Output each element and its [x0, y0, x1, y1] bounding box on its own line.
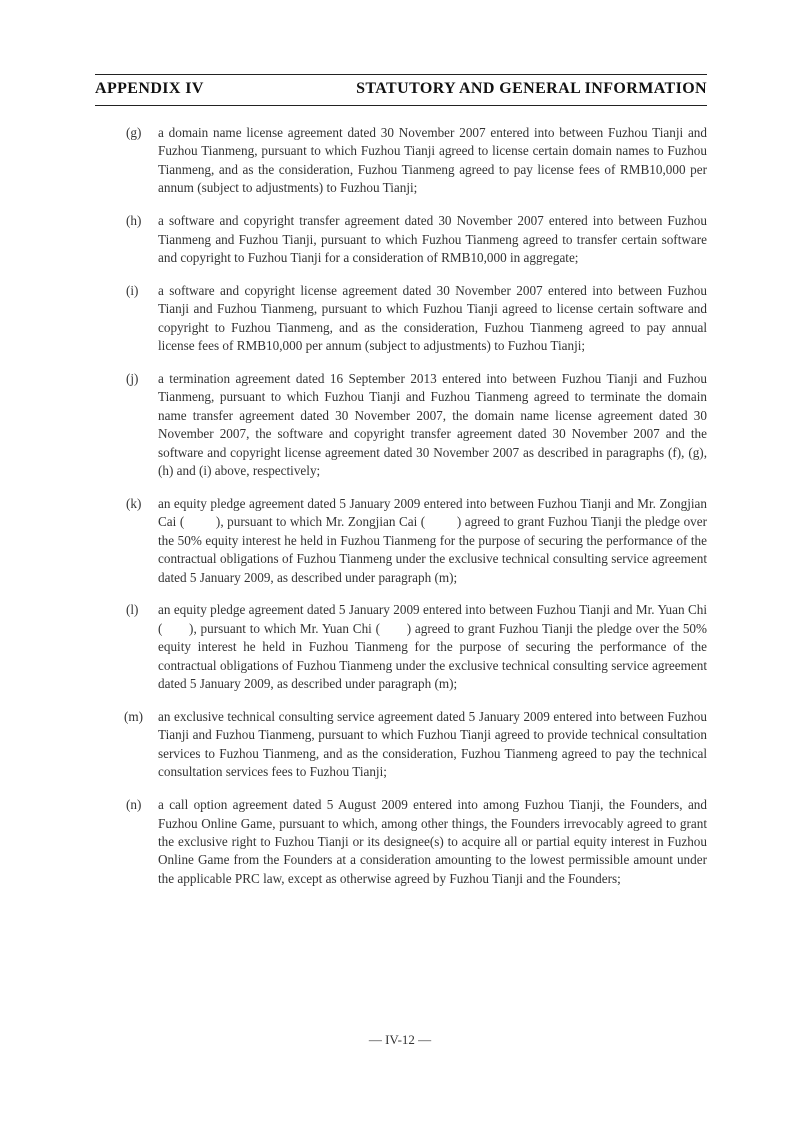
paragraph-text: a call option agreement dated 5 August 2009 entered into among Fuzhou Tianji, the Founders, and Fuzhou Online Game, pursuant to which, among other things, the Founders irrevocably agreed to grant the exclusive right to Fuzhou Tianji or its designee(s) to acquire all or partial equity interest in Fuzhou Online Game from the Founders at a consideration amounting to the lowest permissible amount under the applicable PRC law, except as otherwise agreed by Fuzhou Tianji and the Founders; — [158, 797, 711, 886]
paragraph-l — [95, 601, 711, 693]
paragraph-label: (i) — [126, 282, 139, 298]
paragraph-text: an equity pledge agreement dated 5 January 2009 entered into between Fuzhou Tianji and Mr. Zongjian Cai ( ), pursuant to which Mr. Zongjian Cai ( ) agreed to grant Fuzhou Tianji the pledge over the 50% equity interest he held in Fuzhou Tianmeng for the purpose of securing the performance of the contractual obligations of Fuzhou Tianmeng under the exclusive technical consulting service agreement dated 5 January 2009, as described under paragraph (m); — [158, 495, 711, 585]
paragraph-label: (n) — [126, 797, 142, 813]
header-section-title: STATUTORY AND GENERAL INFORMATION — [356, 80, 707, 97]
paragraph-label: (k) — [126, 495, 142, 511]
paragraph-label: (l) — [126, 602, 139, 618]
paragraph-text: an equity pledge agreement dated 5 January 2009 entered into between Fuzhou Tianji and Mr. Yuan Chi ( ), pursuant to which Mr. Yuan Chi ( ) agreed to grant Fuzhou Tianji the pledge over the 50% equity interest he held in Fuzhou Tianmeng for the purpose of securing the performance of the contractual obligations of Fuzhou Tianmeng under the exclusive technical consulting service agreement dated 5 January 2009, as described under paragraph (m); — [158, 602, 711, 692]
paragraph-m — [95, 708, 711, 782]
paragraph-g — [95, 124, 711, 198]
paragraph-label: (m) — [124, 708, 144, 724]
paragraph-text: a domain name license agreement dated 30 November 2007 entered into between Fuzhou Tianji and Fuzhou Tianmeng, pursuant to which Fuzhou Tianji agreed to license certain domain names to Fuzhou Tianmeng, and as the consideration, Fuzhou Tianmeng agreed to pay license fees of RMB10,000 per annum (subject to adjustments) to Fuzhou Tianji; — [158, 125, 711, 196]
page-number: — IV-12 — — [368, 1032, 432, 1047]
paragraph-h — [95, 212, 711, 267]
paragraph-label: (g) — [126, 125, 142, 140]
paragraph-text: an exclusive technical consulting service agreement dated 5 January 2009 entered into between Fuzhou Tianji and Fuzhou Tianmeng, pursuant to which Fuzhou Tianji agreed to provide technical consultation services to Fuzhou Tianmeng, and as the consideration, Fuzhou Tianmeng agreed to pay the technical consultation services fees to Fuzhou Tianji; — [158, 708, 711, 780]
paragraph-k — [95, 495, 711, 587]
paragraph-label: (j) — [126, 370, 139, 386]
header-appendix-title: APPENDIX IV — [95, 80, 204, 97]
paragraph-j — [95, 370, 711, 480]
paragraph-label: (h) — [126, 213, 142, 229]
paragraph-text: a termination agreement dated 16 September 2013 entered into between Fuzhou Tianji and Fuzhou Tianmeng, pursuant to which Fuzhou Tianji and Fuzhou Tianmeng agreed to terminate the domain name transfer agreement dated 30 November 2007, the domain name license agreement dated 30 November 2007, the software and copyright transfer agreement dated 30 November 2007 and the software and copyright license agreement dated 30 November 2007 as described in paragraphs (f), (g), (h) and (i) above, respectively; — [158, 370, 711, 478]
paragraph-text: a software and copyright transfer agreement dated 30 November 2007 entered into between Fuzhou Tianmeng and Fuzhou Tianji, pursuant to which Fuzhou Tianmeng agreed to transfer certain software and copyright to Fuzhou Tianji for a consideration of RMB10,000 in aggregate; — [158, 213, 711, 265]
paragraph-text: a software and copyright license agreement dated 30 November 2007 entered into between Fuzhou Tianji and Fuzhou Tianmeng, pursuant to which Fuzhou Tianji agreed to license certain software and copyright to Fuzhou Tianmeng, and as the consideration, Fuzhou Tianmeng agreed to pay annual license fees of RMB10,000 per annum (subject to adjustments) to Fuzhou Tianji; — [158, 282, 711, 354]
page-header — [95, 74, 707, 106]
paragraph-n — [95, 796, 711, 888]
paragraph-i — [95, 282, 711, 356]
document-body — [95, 124, 711, 903]
